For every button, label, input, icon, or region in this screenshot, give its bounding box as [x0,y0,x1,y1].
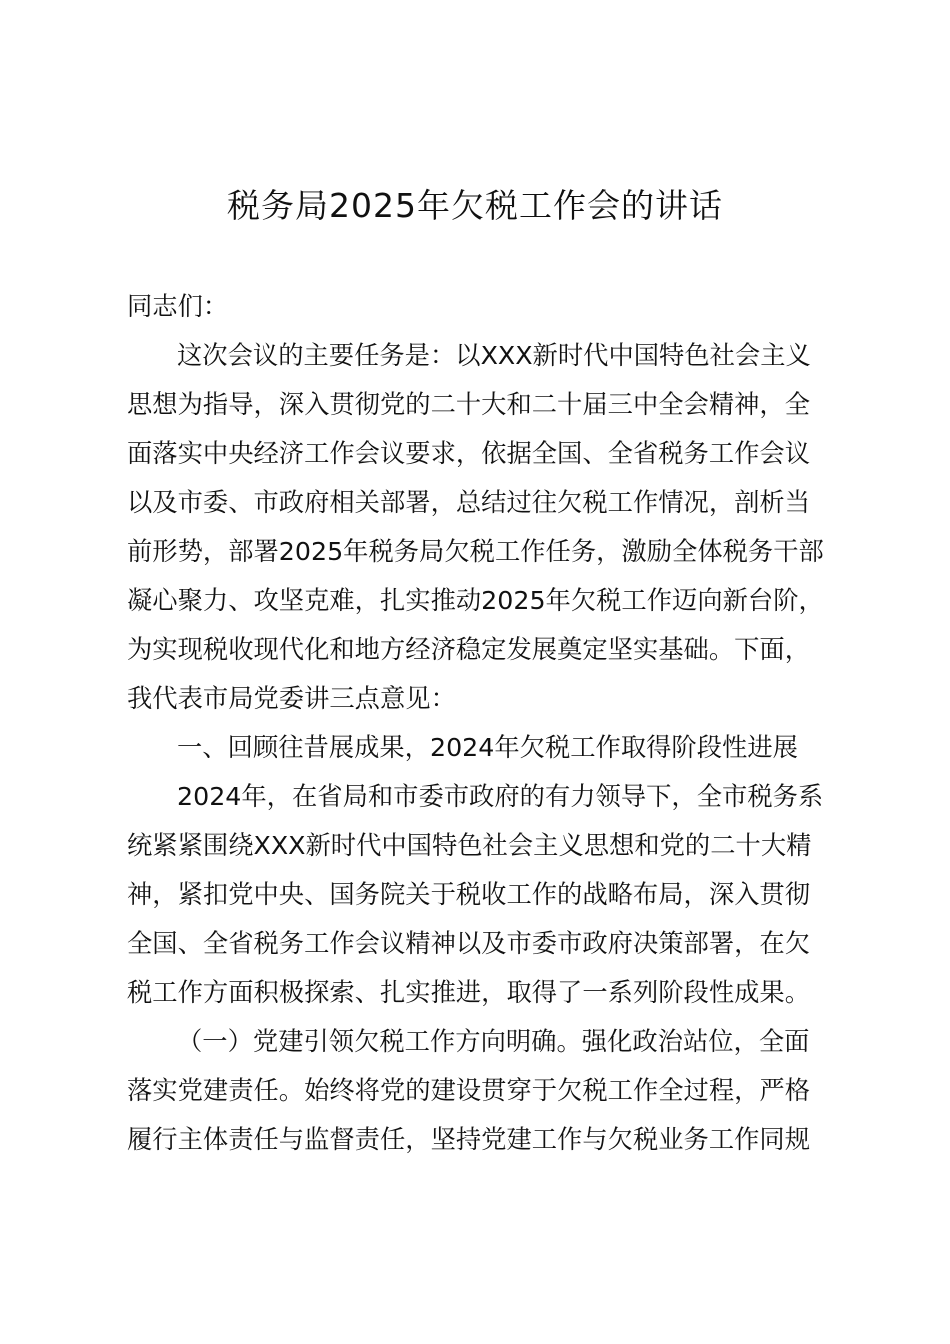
paragraph-line: 神，紧扣党中央、国务院关于税收工作的战略布局，深入贯彻 [127,880,811,909]
paragraph-line: 前形势，部署2025年税务局欠税工作任务，激励全体税务干部 [127,537,824,566]
paragraph-line: 统紧紧围绕XXX新时代中国特色社会主义思想和党的二十大精 [127,831,812,860]
paragraph-line: 我代表市局党委讲三点意见： [127,684,456,713]
paragraph-line: 凝心聚力、攻坚克难，扎实推动2025年欠税工作迈向新台阶， [127,586,824,615]
document-title: 税务局2025年欠税工作会的讲话 [227,186,723,225]
paragraph-line: 这次会议的主要任务是：以XXX新时代中国特色社会主义 [177,341,811,370]
document-body [127,282,833,1164]
paragraph-line: 履行主体责任与监督责任，坚持党建工作与欠税业务工作同规 [127,1125,811,1154]
paragraph-line: 2024年，在省局和市委市政府的有力领导下，全市税务系 [177,782,824,811]
paragraph-line: 思想为指导，深入贯彻党的二十大和二十届三中全会精神，全 [127,390,811,419]
paragraph-line: 落实党建责任。始终将党的建设贯穿于欠税工作全过程，严格 [127,1076,811,1105]
paragraph-line: 为实现税收现代化和地方经济稳定发展奠定坚实基础。下面， [127,635,811,664]
subsection-line: （一）党建引领欠税工作方向明确。强化政治站位，全面 [177,1027,810,1056]
section-heading: 一、回顾往昔展成果，2024年欠税工作取得阶段性进展 [177,733,798,762]
salutation: 同志们： [127,292,229,321]
paragraph-line: 以及市委、市政府相关部署，总结过往欠税工作情况，剖析当 [127,488,811,517]
paragraph-line: 面落实中央经济工作会议要求，依据全国、全省税务工作会议 [127,439,811,468]
paragraph-line: 税工作方面积极探索、扎实推进，取得了一系列阶段性成果。 [127,978,811,1007]
paragraph-line: 全国、全省税务工作会议精神以及市委市政府决策部署，在欠 [127,929,811,958]
